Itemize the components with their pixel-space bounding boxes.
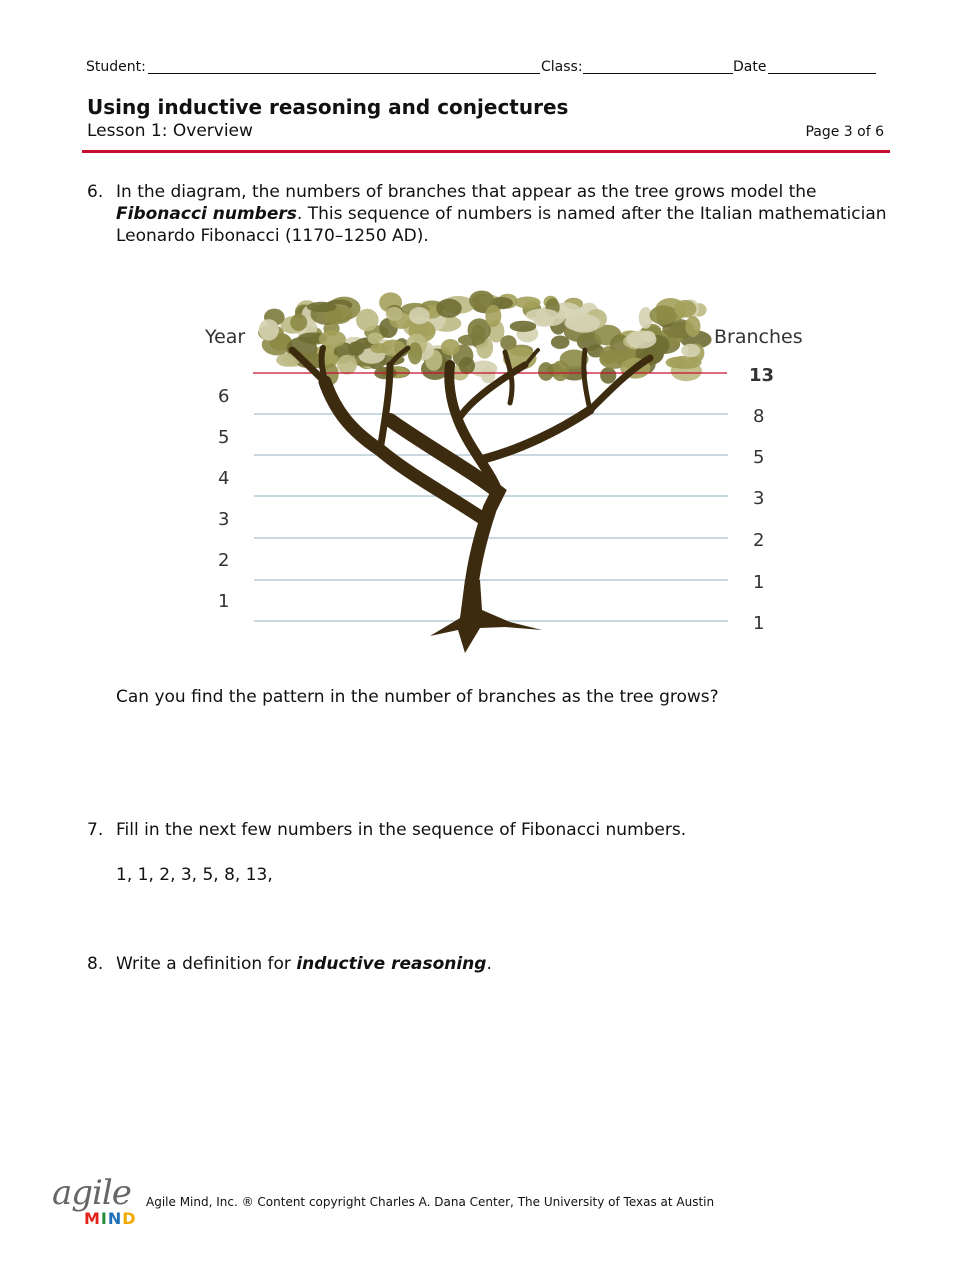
year-axis-heading: Year <box>205 326 246 348</box>
q6-text-c: Leonardo Fibonacci (1170–1250 AD). <box>116 226 429 246</box>
q8-text <box>116 953 492 975</box>
page-number: Page 3 of 6 <box>805 124 884 140</box>
class-blank[interactable] <box>583 59 733 74</box>
q7-text: Fill in the next few numbers in the sequence of Fibonacci numbers. <box>116 820 687 840</box>
foliage-blob <box>626 331 656 349</box>
q7-answer-space[interactable] <box>290 864 790 888</box>
branches-axis-heading: Branches <box>714 326 803 348</box>
year-label: 3 <box>218 509 230 530</box>
q6-text <box>116 181 896 247</box>
branch-labels <box>749 365 774 634</box>
foliage-blob <box>259 319 279 341</box>
logo-letter: I <box>100 1209 108 1228</box>
year-labels <box>218 386 229 612</box>
logo-letter: M <box>84 1209 101 1228</box>
year-label: 6 <box>218 386 230 407</box>
foliage-blob <box>685 316 700 337</box>
tree-branch <box>325 382 485 520</box>
foliage-blob <box>441 339 460 355</box>
lesson-subtitle: Lesson 1: Overview <box>87 121 253 141</box>
fibonacci-tree-diagram <box>180 270 820 670</box>
logo-wordmark-mind <box>84 1209 137 1228</box>
tree-trunk <box>292 348 650 653</box>
class-field-label: Class: <box>541 59 583 75</box>
year-label: 2 <box>218 550 230 571</box>
q6-number: 6. <box>87 182 104 202</box>
year-label: 5 <box>218 427 230 448</box>
header-divider <box>82 150 890 153</box>
logo-wordmark-agile: agile <box>52 1173 131 1213</box>
q7-number: 7. <box>87 820 104 840</box>
branch-count-label: 1 <box>753 613 765 634</box>
branch-count-label: 13 <box>749 365 775 386</box>
q8-answer-space[interactable] <box>116 985 876 1135</box>
year-label: 4 <box>218 468 230 489</box>
q8-number: 8. <box>87 954 104 974</box>
foliage-blob <box>371 343 388 353</box>
foliage-blob <box>459 357 475 374</box>
branch-count-label: 8 <box>753 406 765 427</box>
foliage-blob <box>337 355 357 375</box>
copyright-notice: Agile Mind, Inc. ® Content copyright Charles A. Dana Center, The University of Texas at Austin <box>146 1195 715 1209</box>
student-field-label: Student: <box>86 59 146 75</box>
branch-count-label: 2 <box>753 530 765 551</box>
student-blank[interactable] <box>148 59 540 74</box>
logo-letter: D <box>122 1209 137 1228</box>
q6-text-a: In the diagram, the numbers of branches that appear as the tree grows model the <box>116 182 817 202</box>
date-field-label: Date <box>733 59 767 75</box>
foliage-blob <box>481 367 495 383</box>
tree-branch <box>480 410 590 460</box>
foliage-blob <box>356 309 379 331</box>
page-title: Using inductive reasoning and conjectures <box>87 95 569 119</box>
q6-text-b: . This sequence of numbers is named after the Italian mathematician <box>296 204 887 224</box>
foliage-blob <box>674 300 696 318</box>
tree-branch <box>322 348 325 382</box>
foliage-blob <box>436 299 462 318</box>
foliage-blob <box>510 321 537 332</box>
q6-term: Fibonacci numbers <box>116 204 297 224</box>
foliage-blob <box>409 307 430 324</box>
foliage-blob <box>600 367 616 384</box>
foliage-blob <box>386 307 403 321</box>
foliage-blob <box>650 306 678 325</box>
fibonacci-sequence: 1, 1, 2, 3, 5, 8, 13, <box>116 865 273 885</box>
foliage-blob <box>485 305 501 327</box>
q8-text-b: . <box>486 954 492 974</box>
foliage-blob <box>408 342 422 364</box>
foliage-blob <box>681 344 700 357</box>
branch-count-label: 5 <box>753 447 765 468</box>
foliage-blob <box>669 356 702 369</box>
foliage-blob <box>290 314 307 331</box>
foliage-blob <box>551 336 570 349</box>
q8-text-a: Write a definition for <box>116 954 297 974</box>
branch-count-label: 1 <box>753 572 765 593</box>
q6-answer-space[interactable] <box>116 714 876 804</box>
foliage-blob <box>514 297 540 309</box>
q8-term: inductive reasoning <box>296 954 487 974</box>
foliage-blob <box>348 342 364 356</box>
tree-roots <box>430 580 542 653</box>
q6-prompt: Can you find the pattern in the number of branches as the tree grows? <box>116 687 719 707</box>
tree-branch <box>390 420 498 600</box>
branch-count-label: 3 <box>753 488 765 509</box>
foliage-blob <box>526 309 559 322</box>
foliage-blob <box>538 362 554 381</box>
date-blank[interactable] <box>768 59 876 74</box>
year-label: 1 <box>218 591 230 612</box>
foliage-blob <box>307 302 337 312</box>
foliage-canopy <box>258 291 712 385</box>
agile-mind-logo <box>52 1173 147 1233</box>
logo-letter: N <box>107 1209 123 1228</box>
